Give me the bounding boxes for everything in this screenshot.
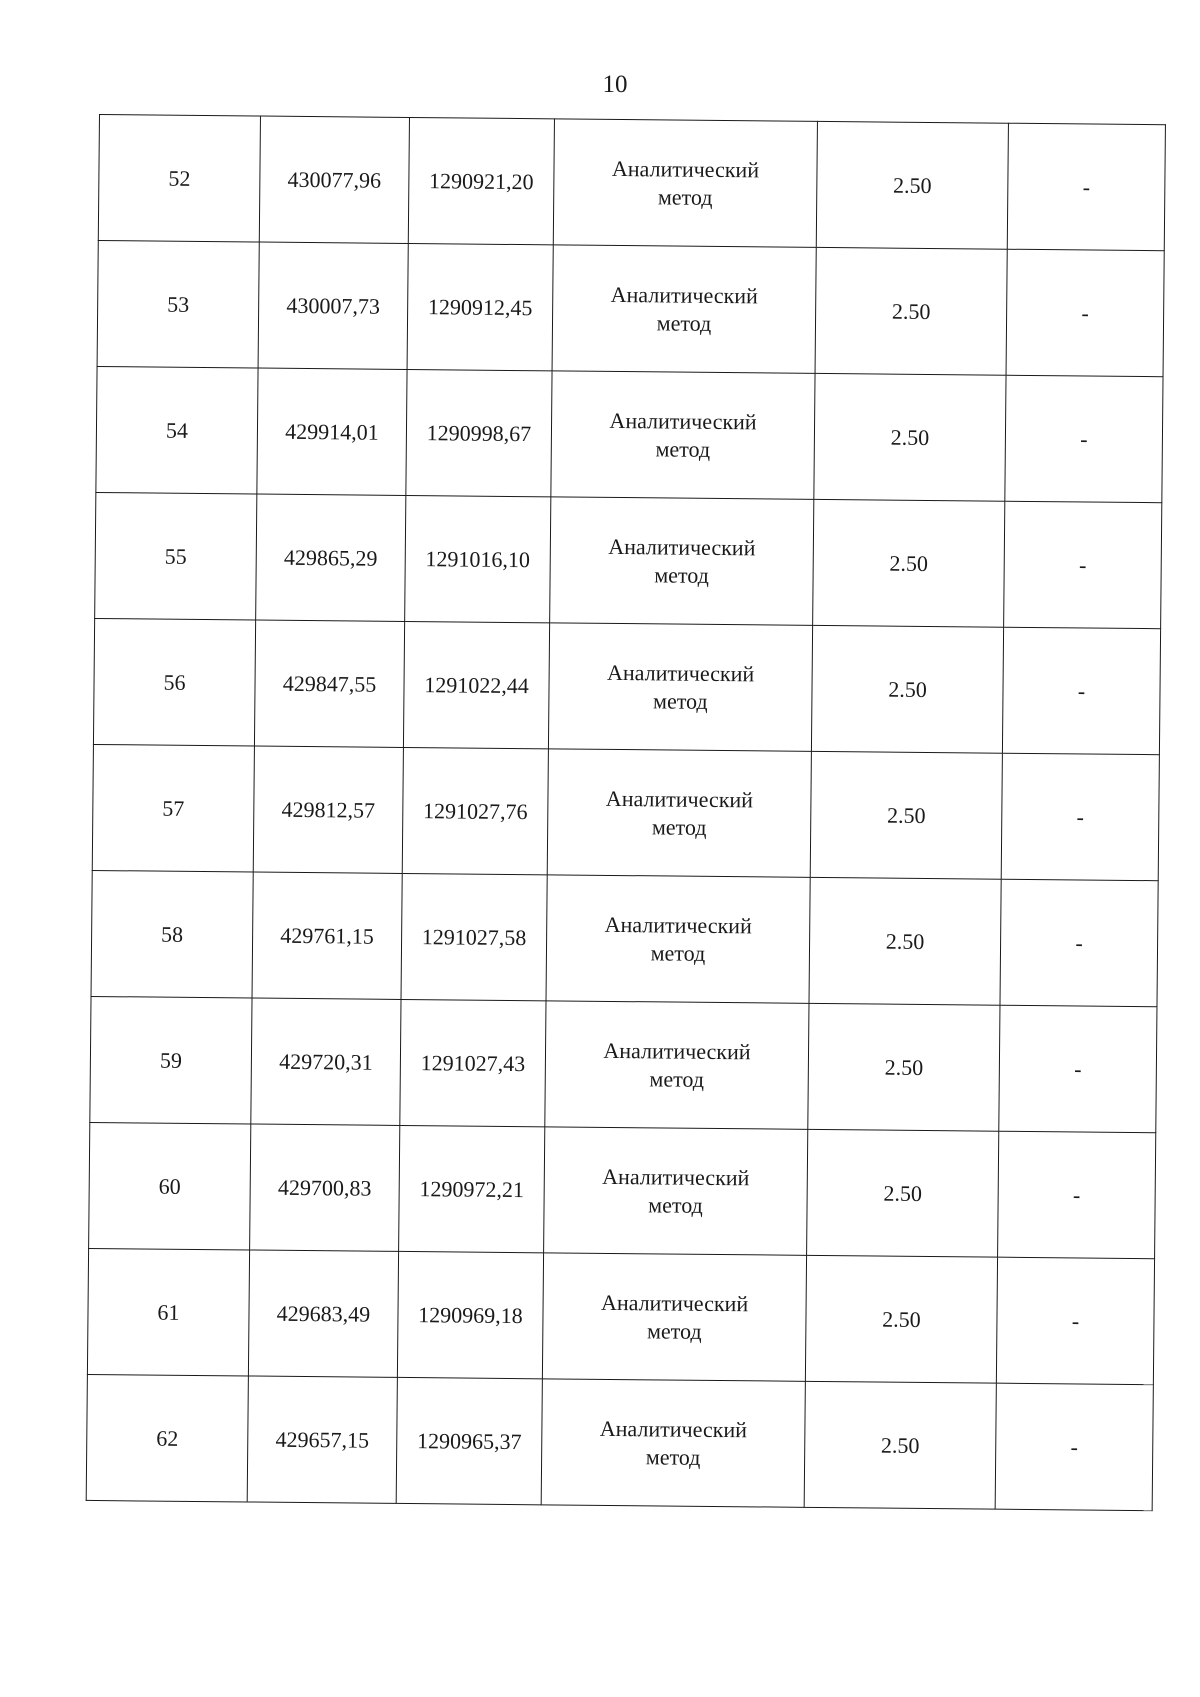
point-number-cell: 58 — [91, 870, 253, 998]
coordinate-x-cell: 430077,96 — [259, 116, 409, 243]
method-line-1: Аналитический — [600, 1289, 749, 1316]
method-cell — [547, 749, 811, 878]
method-cell — [546, 875, 810, 1004]
note-cell: - — [1007, 123, 1165, 251]
method-line-2: метод — [648, 1191, 703, 1218]
note-cell: - — [1000, 879, 1158, 1007]
table-row — [87, 1248, 1154, 1384]
coordinate-y-cell: 1291027,76 — [402, 747, 548, 874]
accuracy-cell: 2.50 — [813, 499, 1005, 627]
coordinate-x-cell: 429865,29 — [256, 494, 406, 621]
method-cell — [544, 1127, 808, 1256]
accuracy-cell: 2.50 — [811, 625, 1003, 753]
point-number-cell: 57 — [92, 744, 254, 872]
coordinate-y-cell: 1290912,45 — [407, 243, 553, 370]
point-number-cell: 60 — [89, 1122, 251, 1250]
note-cell: - — [998, 1131, 1156, 1259]
table-row — [95, 492, 1162, 628]
point-number-cell: 59 — [90, 996, 252, 1124]
method-line-2: метод — [654, 561, 710, 588]
note-cell: - — [995, 1383, 1153, 1511]
table-row — [90, 996, 1157, 1132]
method-line-2: метод — [649, 1065, 705, 1092]
method-cell — [551, 371, 815, 500]
method-line-2: метод — [657, 183, 713, 210]
method-line-1: Аналитический — [604, 911, 752, 938]
accuracy-cell: 2.50 — [808, 1003, 1000, 1131]
coordinate-y-cell: 1291027,43 — [400, 999, 546, 1126]
accuracy-cell: 2.50 — [814, 373, 1006, 501]
method-cell — [552, 245, 816, 374]
coordinate-y-cell: 1290969,18 — [397, 1251, 543, 1378]
point-number-cell: 56 — [93, 618, 255, 746]
coordinate-y-cell: 1290998,67 — [406, 369, 552, 496]
method-cell — [545, 1001, 809, 1130]
accuracy-cell: 2.50 — [815, 247, 1007, 375]
method-line-1: Аналитический — [605, 785, 754, 812]
method-cell — [548, 623, 812, 752]
point-number-cell: 61 — [87, 1248, 249, 1376]
method-line-2: метод — [646, 1317, 702, 1344]
point-number-cell: 62 — [86, 1374, 248, 1502]
note-cell: - — [1006, 249, 1164, 377]
method-cell — [550, 497, 814, 626]
note-cell: - — [996, 1257, 1154, 1385]
coordinate-x-cell: 429657,15 — [247, 1376, 397, 1503]
note-cell: - — [999, 1005, 1157, 1133]
coordinate-y-cell: 1290965,37 — [396, 1377, 542, 1504]
coordinate-x-cell: 429700,83 — [250, 1124, 400, 1251]
table-row — [97, 240, 1164, 376]
note-cell: - — [1002, 627, 1160, 755]
accuracy-cell: 2.50 — [807, 1129, 999, 1257]
coordinate-x-cell: 430007,73 — [258, 242, 408, 369]
method-cell — [553, 119, 817, 248]
accuracy-cell: 2.50 — [809, 877, 1001, 1005]
method-line-1: Аналитический — [603, 1037, 751, 1064]
coordinates-table-container — [86, 114, 1159, 1511]
coordinate-x-cell: 429761,15 — [252, 872, 402, 999]
table-row — [89, 1122, 1156, 1258]
method-line-2: метод — [656, 309, 712, 336]
coordinates-table — [86, 114, 1166, 1511]
coordinate-y-cell: 1291027,58 — [401, 873, 547, 1000]
accuracy-cell: 2.50 — [805, 1255, 997, 1383]
table-row — [91, 870, 1158, 1006]
accuracy-cell: 2.50 — [810, 751, 1002, 879]
method-line-1: Аналитический — [608, 533, 756, 560]
coordinate-y-cell: 1291016,10 — [405, 495, 551, 622]
method-line-1: Аналитический — [610, 281, 758, 308]
table-row — [98, 115, 1165, 251]
coordinate-x-cell: 429720,31 — [251, 998, 401, 1125]
accuracy-cell: 2.50 — [816, 121, 1008, 249]
method-line-2: метод — [651, 813, 707, 840]
point-number-cell: 53 — [97, 240, 259, 368]
method-line-2: метод — [652, 687, 708, 714]
method-line-1: Аналитический — [599, 1415, 748, 1442]
page-number: 10 — [602, 71, 628, 98]
method-cell — [542, 1253, 806, 1382]
coordinate-y-cell: 1291022,44 — [403, 621, 549, 748]
point-number-cell: 55 — [95, 492, 257, 620]
note-cell: - — [1001, 753, 1159, 881]
coordinate-x-cell: 429683,49 — [248, 1250, 398, 1377]
coordinate-x-cell: 429812,57 — [253, 746, 403, 873]
coordinates-table-body — [86, 115, 1165, 1511]
table-row — [96, 366, 1163, 502]
note-cell: - — [1004, 501, 1162, 629]
method-line-2: метод — [645, 1443, 701, 1470]
table-row — [92, 744, 1159, 880]
coordinate-x-cell: 429914,01 — [257, 368, 407, 495]
method-line-1: Аналитический — [611, 155, 760, 182]
point-number-cell: 52 — [98, 115, 260, 243]
accuracy-cell: 2.50 — [804, 1381, 996, 1509]
table-row — [93, 618, 1160, 754]
coordinate-y-cell: 1290921,20 — [408, 117, 554, 244]
method-line-2: метод — [655, 435, 711, 462]
coordinate-x-cell: 429847,55 — [254, 620, 404, 747]
method-cell — [541, 1379, 805, 1508]
coordinate-y-cell: 1290972,21 — [399, 1125, 545, 1252]
method-line-1: Аналитический — [609, 407, 757, 434]
method-line-1: Аналитический — [602, 1163, 750, 1190]
point-number-cell: 54 — [96, 366, 258, 494]
table-row — [86, 1374, 1153, 1510]
method-line-1: Аналитический — [606, 659, 755, 686]
method-line-2: метод — [650, 939, 706, 966]
note-cell: - — [1005, 375, 1163, 503]
